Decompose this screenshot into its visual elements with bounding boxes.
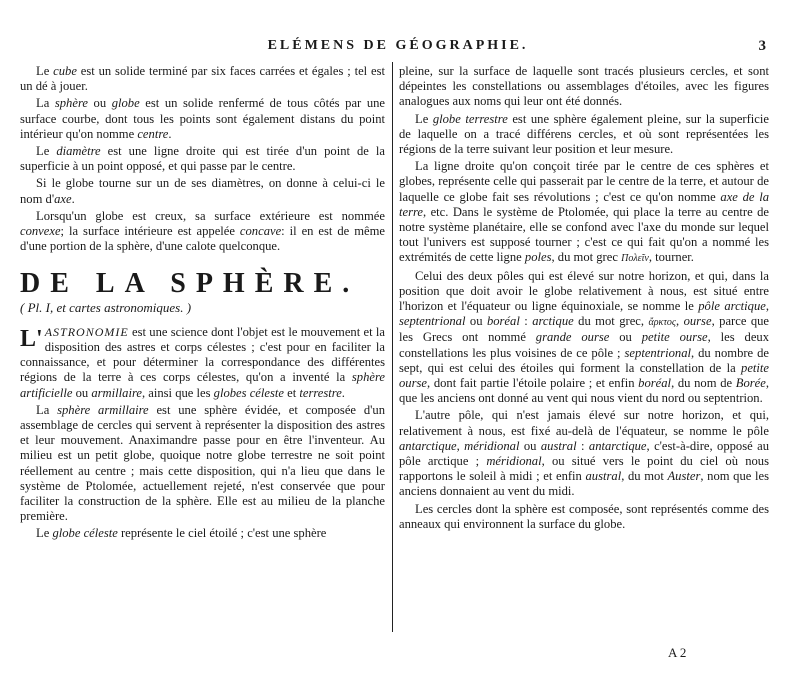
paragraph-axe: Si le globe tourne sur un de ses diamètres, on donne à celui-ci le nom d'axe. <box>20 176 385 206</box>
paragraph-diametre: Le diamètre est une ligne droite qui est tirée d'un point de la superficie à un point opposé, et qui passe par le centre. <box>20 144 386 174</box>
paragraph-axe-terre: La ligne droite qu'on conçoit tirée par le centre de ces sphères et globes, représente celle qui passerait par le centre de la terre, et autour de laquelle ce globe fait ses révolutions ; c'est ce qu'on nomme axe de la terre, etc. Dans le système de Ptolomée, qui place la terre au centre de notre système planétaire, elle se confond avec l'axe du monde sur lequel tout l'univers est supposé tourner ; c'est ce qui fait qu'on a nommé les extrémités de cette ligne poles, du mot grec Πολεῖν, tourner. <box>399 159 769 265</box>
paragraph-globe-terrestre: Le globe terrestre est une sphère également pleine, sur la superficie de laquelle on a tracé différens cercles, et où sont représentées les régions de la terre suivant leur position et leur mesure. <box>399 111 769 157</box>
left-column <box>20 64 385 544</box>
page-number: 3 <box>758 38 766 54</box>
column-divider <box>392 62 393 632</box>
page-header <box>0 38 796 60</box>
signature-mark: A 2 <box>668 645 687 660</box>
drop-cap: L' <box>20 325 43 352</box>
paragraph-convexe: Lorsqu'un globe est creux, sa surface extérieure est nommée convexe; la surface intérieure est appelée concave: il en est de même d'une portion de la sphère, d'une calote quelconque. <box>20 208 385 254</box>
right-column <box>399 64 769 534</box>
paragraph-cercles: Les cercles dont la sphère est composée, sont représentés comme des anneaux qui environnent la surface du globe. <box>399 501 769 531</box>
paragraph-globe-celeste: Le globe céleste représente le ciel étoilé ; c'est une sphère <box>36 526 327 541</box>
paragraph-pole-arctique: Celui des deux pôles qui est élevé sur notre horizon, et qui, dans la position que doit avoir le globe relativement à nous, est situé entre l'horizon et l'équateur ou ligne équinoxiale, se nomme le pôle arctique, septentrional ou boréal : arctique du mot grec, ἄρκτος, ourse, parce que les Grecs ont nommé grande ourse ou petite ourse, les deux constellations les plus voisines de ce pôle ; septentrional, du nombre de sept, qui est celui des étoiles qui forment la constellation de la petite ourse, dont fait partie l'étoile polaire ; et enfin boréal, du nom de Borée, que les anciens ont donné au vent qui nous vient du nord ou septentrion. <box>399 268 770 406</box>
chapter-subtitle: ( Pl. I, et cartes astronomiques. ) <box>20 299 192 315</box>
paragraph-pole-antarctique: L'autre pôle, qui n'est jamais élevé sur notre horizon, et qui, relativement à nous, est fixé au-delà de l'équateur, se nomme le pôle antarctique, méridional ou austral : antarctique, c'est-à-dire, opposé au pôle arctique ; méridional, ou situé vers le point du ciel où nous rapportons le soleil à midi ; et enfin austral, du mot Auster, nom que les anciens donnaient au vent du midi. <box>399 408 770 499</box>
paragraph-continuation: pleine, sur la surface de laquelle sont tracés plusieurs cercles, et sont dépeintes les constellations ou assemblages d'étoiles, avec les figures analogues aux noms qui leur ont été donnés. <box>399 64 769 109</box>
paragraph-astronomie: L' ASTRONOMIE est une science dont l'objet est le mouvement et la disposition des astres et corps célestes ; c'est pour en faciliter la connaissance, et pour déterminer la correspondance des différentes régions de la terre à ces corps célestes, qu'on a inventé la sphère artificielle ou armillaire, ainsi que les globes céleste et terrestre. <box>20 324 385 400</box>
running-title: ELÉMENS DE GÉOGRAPHIE. <box>267 38 529 53</box>
paragraph-cube: Le cube est un solide terminé par six faces carrées et égales ; tel est un dé à jouer. <box>20 64 385 94</box>
paragraph-sphere: La sphère ou globe est un solide renfermé de tous côtés par une surface courbe, dont tous les points sont également distans du point intérieur qu'on nomme centre. <box>20 96 386 141</box>
chapter-title: DE LA SPHÈRE. <box>20 268 360 300</box>
paragraph-armillaire: La sphère armillaire est une sphère évidée, et composée d'un assemblage de cercles qui servent à représenter la disposition des astres et leur mouvement. Anaximandre passe pour en être l'inventeur. Au milieu est un petit globe, quoique notre globe terrestre ne soit point réellement au centre ; mais cette disposition, qui n'a lieu que dans le système de Ptolomée, actuellement rejeté, n'est conservée que pour faciliter la construction de la sphère. Elle est au milieu de la planche première. <box>20 402 385 524</box>
